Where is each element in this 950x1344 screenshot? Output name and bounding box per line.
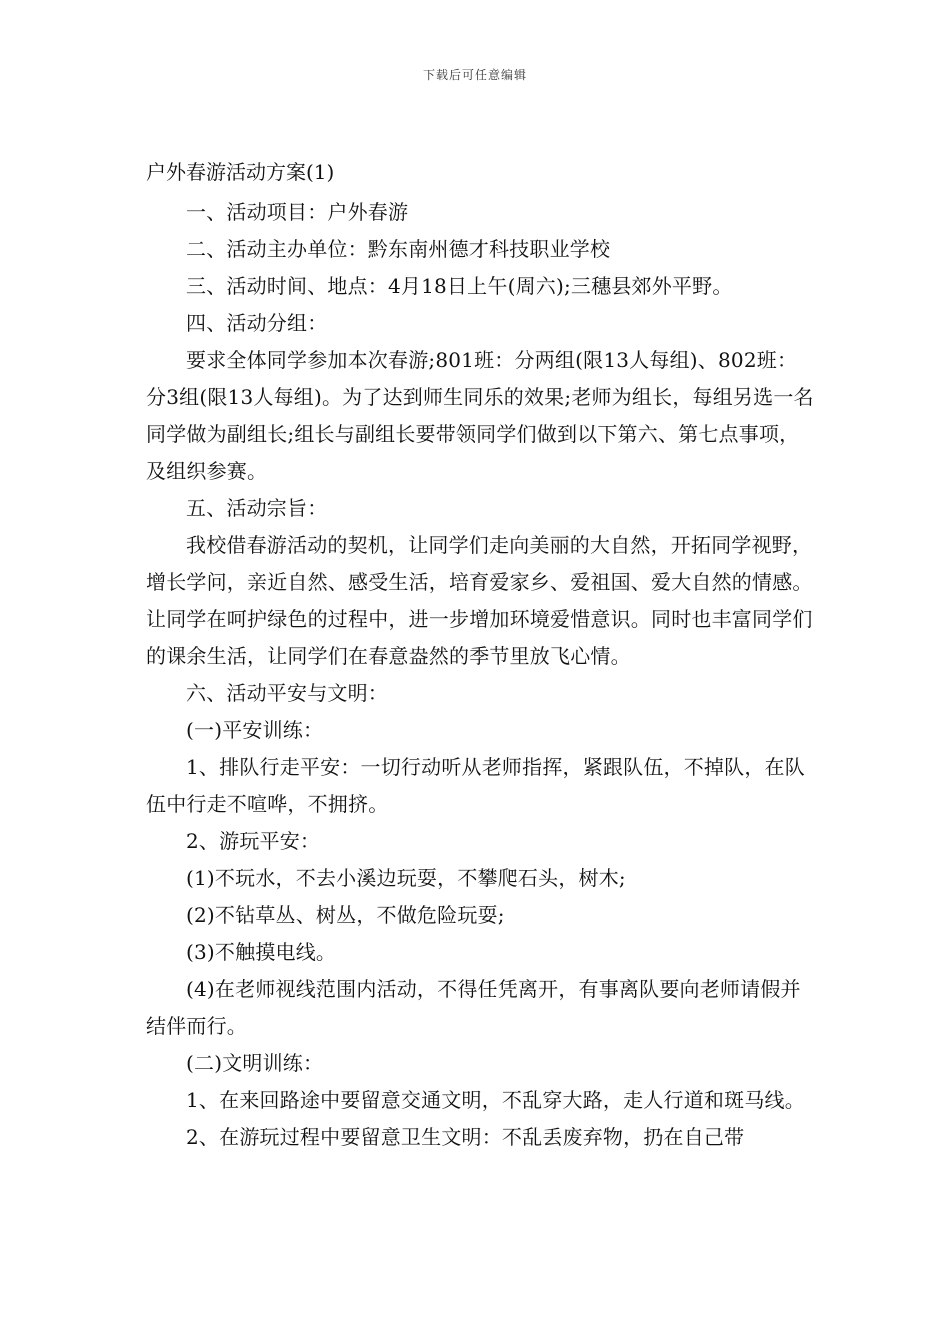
paragraph: 我校借春游活动的契机，让同学们走向美丽的大自然，开拓同学视野，增长学问，亲近自然、感受生活，培育爱家乡、爱祖国、爱大自然的情感。让同学在呵护绿色的过程中，进一步增加环境爱惜意识。同时也丰富同学们的课余生活，让同学们在春意盎然的季节里放飞心情。: [146, 533, 813, 668]
paragraph: 一、活动项目：户外春游: [186, 200, 409, 224]
paragraph: (2)不钻草丛、树丛，不做危险玩耍;: [186, 903, 505, 927]
paragraph: (二)文明训练：: [186, 1051, 324, 1075]
paragraph: 2、在游玩过程中要留意卫生文明：不乱丢废弃物，扔在自己带: [186, 1125, 745, 1149]
document-title: 户外春游活动方案(1): [146, 160, 335, 184]
paragraph: (一)平安训练：: [186, 718, 324, 742]
document-body: [146, 194, 814, 1156]
paragraph: (4)在老师视线范围内活动，不得任凭离开，有事离队要向老师请假并结伴而行。: [146, 977, 801, 1038]
paragraph: 二、活动主办单位：黔东南州德才科技职业学校: [186, 237, 611, 261]
paragraph: (3)不触摸电线。: [186, 940, 337, 964]
paragraph: 2、游玩平安：: [186, 829, 321, 853]
paragraph: (1)不玩水，不去小溪边玩耍，不攀爬石头，树木;: [186, 866, 626, 890]
header-note: 下载后可任意编辑: [422, 68, 527, 82]
paragraph: 三、活动时间、地点：4月18日上午(周六);三穗县郊外平野。: [186, 274, 733, 298]
paragraph: 六、活动平安与文明：: [186, 681, 388, 705]
paragraph: 要求全体同学参加本次春游;801班：分两组(限13人每组)、802班：分3组(限13人每组)。为了达到师生同乐的效果;老师为组长，每组另选一名同学做为副组长;组长与副组长要带领同学们做到以下第六、第七点事项，及组织参赛。: [146, 348, 814, 483]
paragraph: 五、活动宗旨：: [186, 496, 328, 520]
paragraph: 1、排队行走平安：一切行动听从老师指挥，紧跟队伍，不掉队，在队伍中行走不喧哗，不拥挤。: [146, 755, 805, 816]
paragraph: 四、活动分组：: [186, 311, 328, 335]
paragraph: 1、在来回路途中要留意交通文明，不乱穿大路，走人行道和斑马线。: [186, 1088, 805, 1112]
